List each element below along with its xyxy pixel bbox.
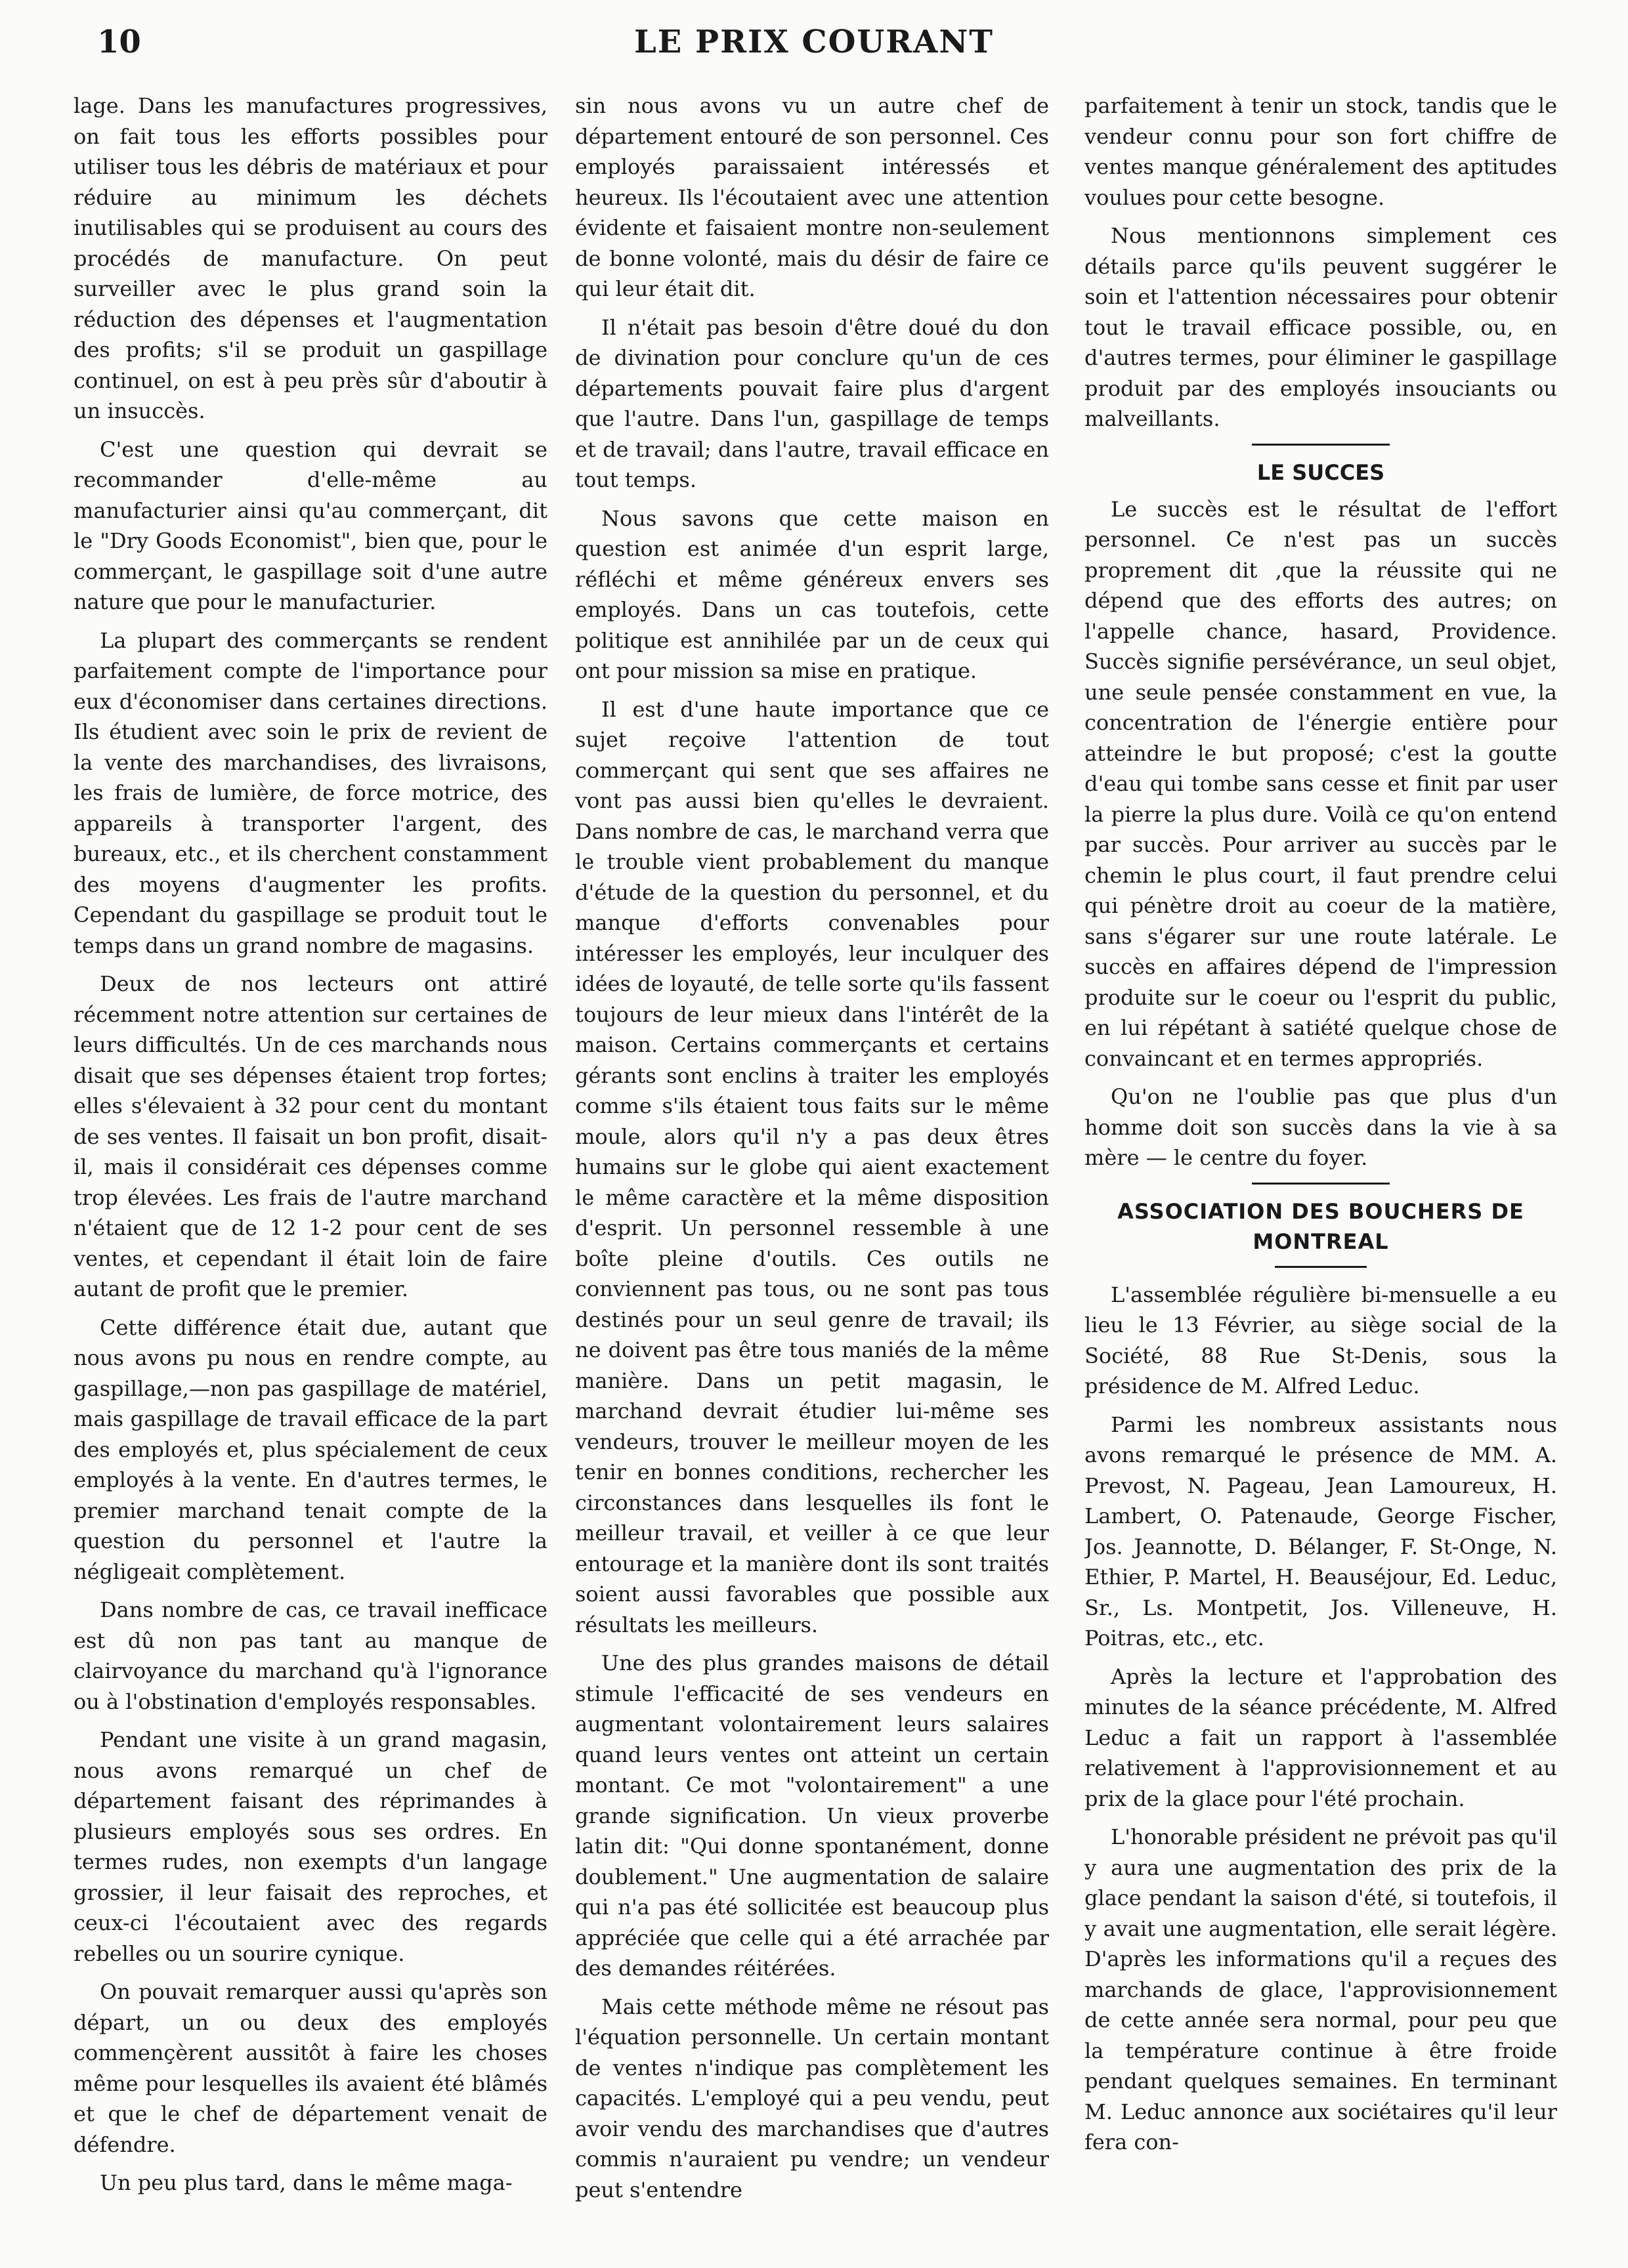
article-columns: [0, 91, 1628, 2250]
paragraph: Après la lecture et l'approbation des minutes de la séance précédente, M. Alfred Leduc a fait un rapport à l'assemblée relativement à l'approvisionnement et au prix de la glace pour l'été prochain.: [1084, 1664, 1557, 1811]
paragraph: La plupart des commerçants se rendent parfaitement compte de l'importance pour eux d'économiser dans certaines directions. Ils étudient avec soin le prix de revient de la vente des marchandises, des livraisons, les frais de lumière, de force motrice, des appareils à transporter l'argent, des bureaux, etc., et ils cherchent constamment des moyens d'augmenter les profits. Cependant du gaspillage se produit tout le temps dans un grand nombre de magasins.: [74, 627, 547, 958]
paragraph: Cette différence était due, autant que nous avons pu nous en rendre compte, au gaspillage,—non pas gaspillage de matériel, mais gaspillage de travail efficace de la part des employés et, plus spécialement de ceux employés à la vente. En d'autres termes, le premier marchand tenait compte de la question du personnel et l'autre la négligeait complètement.: [74, 1314, 547, 1584]
section-heading-association: ASSOCIATION DES BOUCHERS DE MONTREAL: [1117, 1198, 1524, 1254]
paragraph: Parmi les nombreux assistants nous avons remarqué le présence de MM. A. Prevost, N. Pageau, Jean Lamoureux, H. Lambert, O. Patenaude, George Fischer, Jos. Jeannotte, D. Bélanger, F. St-Onge, N. Ethier, P. Martel, H. Beauséjour, Ed. Leduc, Sr., Ls. Montpetit, Jos. Villeneuve, H. Poitras, etc., etc.: [1084, 1412, 1557, 1650]
running-head-title: LE PRIX COURANT: [633, 24, 995, 60]
column-3: [1084, 91, 1557, 2250]
paragraph: Il n'était pas besoin d'être doué du don de divination pour conclure qu'un de ces départements pouvait faire plus d'argent que l'autre. Dans l'un, gaspillage de temps et de travail; dans l'autre, travail efficace en tout temps.: [575, 314, 1049, 492]
paragraph: Pendant une visite à un grand magasin, nous avons remarqué un chef de département faisant des réprimandes à plusieurs employés sous ses ordres. En termes rudes, non exempts d'un langage grossier, il leur faisait des reproches, et ceux-ci l'écoutaient avec des regards rebelles ou un sourire cynique.: [74, 1727, 547, 1966]
paragraph: Le succès est le résultat de l'effort personnel. Ce n'est pas un succès proprement dit ,que la réussite qui ne dépend que des efforts des autres; on l'appelle chance, hasard, Providence. Succès signifie persévérance, un seul objet, une seule pensée constamment en vue, la concentration de l'énergie entière pour atteindre le but proposé; c'est la goutte d'eau qui tombe sans cesse et finit par user la pierre la plus dure. Voilà ce qu'on entend par succès. Pour arriver au succès par le chemin le plus court, il faut prendre celui qui pénètre droit au coeur de la matière, sans s'égarer sur une route latérale. Le succès en affaires dépend de l'impression produite sur le coeur ou l'esprit du public, en lui répétant à satiété quelque chose de convaincant et en termes appropriés.: [1084, 496, 1557, 1071]
paragraph: lage. Dans les manufactures progressives, on fait tous les efforts possibles pour utiliser tous les débris de matériaux et pour réduire au minimum les déchets inutilisables qui se produisent au cours des procédés de manufacture. On peut surveiller avec le plus grand soin la réduction des dépenses et l'augmentation des profits; s'il se produit un gaspillage continuel, on est à peu près sûr d'aboutir à un insuccès.: [74, 93, 547, 423]
section-divider: [1275, 1266, 1367, 1268]
paragraph: C'est une question qui devrait se recommander d'elle-même au manufacturier ainsi qu'au commerçant, dit le "Dry Goods Economist", bien que, pour le commerçant, le gaspillage soit d'une autre nature que pour le manufacturier.: [74, 436, 547, 614]
paragraph: Nous savons que cette maison en question est animée d'un esprit large, réfléchi et même généreux envers ses employés. Dans un cas toutefois, cette politique est annihilée par un de ceux qui ont pour mission sa mise en pratique.: [575, 505, 1049, 683]
paragraph: L'assemblée régulière bi-mensuelle a eu lieu le 13 Février, au siège social de la Société, 88 Rue St-Denis, sous la présidence de M. Alfred Leduc.: [1084, 1282, 1557, 1398]
paragraph: L'honorable président ne prévoit pas qu'il y aura une augmentation des prix de la glace pendant la saison d'été, si toutefois, il y avait une augmentation, elle serait légère. D'après les informations qu'il a reçues des marchands de glace, l'approvisionnement de cette année sera normal, pour peu que la température continue à être froide pendant quelques semaines. En terminant M. Leduc annonce aux sociétaires qu'il leur fera con-: [1084, 1824, 1557, 2154]
paragraph: parfaitement à tenir un stock, tandis que le vendeur connu pour son fort chiffre de ventes manque généralement des aptitudes voulues pour cette besogne.: [1084, 93, 1557, 210]
section-divider: [1252, 1183, 1390, 1185]
paragraph: On pouvait remarquer aussi qu'après son départ, un ou deux des employés commençèrent aussitôt à faire les choses même pour lesquelles ils avaient été blâmés et que le chef de département venait de défendre.: [74, 1979, 547, 2157]
paragraph: sin nous avons vu un autre chef de département entouré de son personnel. Ces employés paraissaient intéressés et heureux. Ils l'écoutaient avec une attention évidente et faisaient montre non-seulement de bonne volonté, mais du désir de faire ce qui leur était dit.: [575, 93, 1049, 301]
column-1: [74, 91, 547, 2250]
paragraph: Une des plus grandes maisons de détail stimule l'efficacité de ses vendeurs en augmentant volontairement leurs salaires quand leurs ventes ont atteint un certain montant. Ce mot "volontairement" a une grande signification. Un vieux proverbe latin dit: "Qui donne spontanément, donne doublement." Une augmentation de salaire qui n'a pas été sollicitée est beaucoup plus appréciée que celle qui a été arrachée par des demandes réitérées.: [575, 1650, 1049, 1981]
paragraph: Mais cette méthode même ne résout pas l'équation personnelle. Un certain montant de ventes n'indique pas complètement les capacités. L'employé qui a peu vendu, peut avoir vendu des marchandises que d'autres commis n'auraient pu vendre; un vendeur peut s'entendre: [575, 1994, 1049, 2202]
paragraph: Dans nombre de cas, ce travail inefficace est dû non pas tant au manque de clairvoyance du marchand qu'à l'ignorance ou à l'obstination d'employés responsables.: [74, 1597, 547, 1714]
column-2: [575, 91, 1049, 2250]
section-divider: [1252, 444, 1390, 446]
paragraph: Deux de nos lecteurs ont attiré récemment notre attention sur certaines de leurs difficultés. Un de ces marchands nous disait que ses dépenses étaient trop fortes; elles s'élevaient à 32 pour cent du montant de ses ventes. Il faisait un bon profit, disait-il, mais il considérait ces dépenses comme trop élevées. Les frais de l'autre marchand n'étaient que de 12 1-2 pour cent de ses ventes, et cependant il était loin de faire autant de profit que le premier.: [74, 971, 547, 1301]
paragraph: Qu'on ne l'oublie pas que plus d'un homme doit son succès dans la vie à sa mère — le centre du foyer.: [1084, 1084, 1557, 1170]
page-number: 10: [97, 24, 141, 60]
paragraph: Il est d'une haute importance que ce sujet reçoive l'attention de tout commerçant qui sent que ses affaires ne vont pas aussi bien qu'elles le devraient. Dans nombre de cas, le marchand verra que le trouble vient probablement du manque d'étude de la question du personnel, et du manque d'efforts convenables pour intéresser les employés, leur inculquer des idées de loyauté, de telle sorte qu'ils fassent toujours de leur mieux dans l'intérêt de la maison. Certains commerçants et certains gérants sont enclins à traiter les employés comme s'ils étaient tous faits sur le même moule, alors qu'il n'y a pas deux êtres humains sur le globe qui aient exactement le même caractère et la même disposition d'esprit. Un personnel ressemble à une boîte pleine d'outils. Ces outils ne conviennent pas tous, ou ne sont pas tous destinés pour un seul genre de travail; ils ne doivent pas être tous maniés de la même manière. Dans un petit magasin, le marchand devrait étudier lui-même ses vendeurs, trouver le meilleur moyen de les tenir en bonnes conditions, rechercher les circonstances dans lesquelles ils font le meilleur travail, et veiller à ce que leur entourage et la manière dont ils sont traités soient aussi favorables que possible aux résultats les meilleurs.: [575, 696, 1049, 1637]
paragraph: Un peu plus tard, dans le même maga-: [100, 2170, 513, 2195]
paragraph: Nous mentionnons simplement ces détails parce qu'ils peuvent suggérer le soin et l'attention nécessaires pour obtenir tout le travail efficace possible, ou, en d'autres termes, pour éliminer le gaspillage produit par des employés insouciants ou malveillants.: [1084, 223, 1557, 431]
section-heading-le-succes: LE SUCCES: [1256, 459, 1385, 485]
